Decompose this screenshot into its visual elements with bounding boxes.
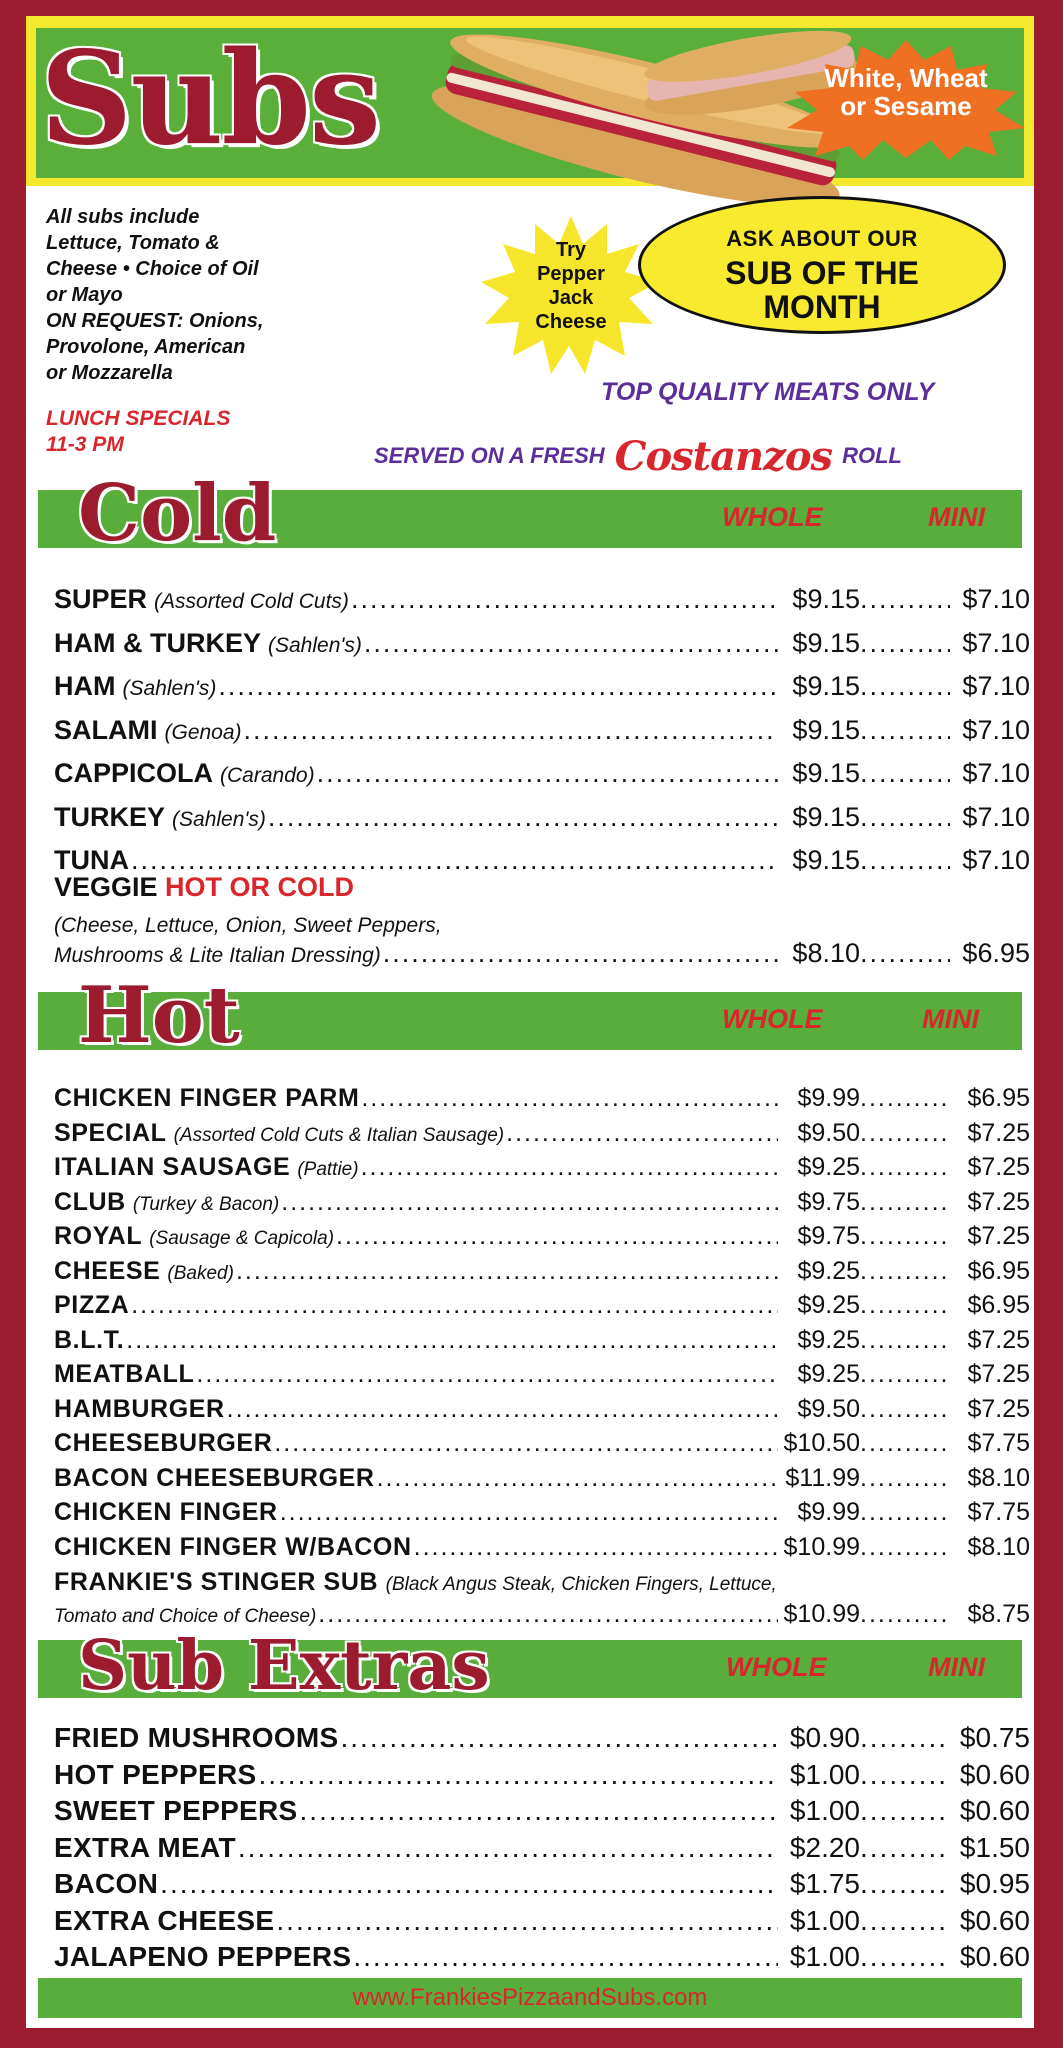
menu-item-row <box>54 1084 1030 1116</box>
hot-section-title: Hot <box>78 970 240 1061</box>
menu-item-row <box>54 938 1030 972</box>
item-name: EXTRA CHEESE <box>54 1904 275 1936</box>
leader-dots <box>236 1257 778 1286</box>
extras-section-title: Sub Extras <box>78 1626 490 1706</box>
whole-price: $9.99 <box>797 1084 860 1112</box>
leader-dots <box>860 1533 950 1562</box>
leader-dots <box>860 1759 950 1791</box>
cold-section-title: Cold <box>78 468 277 559</box>
item-name: CHICKEN FINGER <box>54 1498 278 1526</box>
leader-dots <box>131 1291 778 1320</box>
leader-dots <box>860 1153 950 1182</box>
menu-item-row <box>54 1153 1030 1185</box>
mini-price: $6.95 <box>962 938 1030 968</box>
whole-price: $9.50 <box>797 1394 860 1423</box>
whole-price: $9.75 <box>797 1187 860 1216</box>
mini-price: $1.50 <box>959 1831 1030 1863</box>
stinger-description: (Black Angus Steak, Chicken Fingers, Lettuce, <box>385 1574 777 1595</box>
sub-of-month-line: SUB OF THE <box>725 255 919 291</box>
menu-item-row <box>54 1905 1030 1941</box>
menu-item-row <box>54 1722 1030 1758</box>
mini-price: $8.10 <box>967 1532 1030 1561</box>
mini-price: $7.10 <box>962 714 1030 745</box>
costanzos-logo: Costanzos <box>614 432 833 480</box>
whole-price: $9.25 <box>797 1291 860 1319</box>
whole-price: $1.00 <box>789 1941 860 1972</box>
menu-item-row <box>54 1360 1030 1392</box>
menu-item-row <box>54 1395 1030 1427</box>
menu-item-row <box>54 1188 1030 1220</box>
served-suffix: ROLL <box>842 443 902 468</box>
mini-price: $7.10 <box>962 671 1030 701</box>
pepper-jack-callout <box>526 238 616 334</box>
leader-dots <box>860 758 950 789</box>
item-name: SPECIAL <box>54 1118 167 1147</box>
leader-dots <box>860 584 950 615</box>
leader-dots <box>860 938 950 969</box>
leader-dots <box>860 1795 950 1827</box>
leader-dots <box>860 1360 950 1389</box>
item-name: HAMBURGER <box>54 1394 225 1423</box>
whole-price: $9.99 <box>797 1498 860 1526</box>
leader-dots <box>860 1291 950 1320</box>
mini-price: $7.10 <box>962 758 1030 788</box>
mini-price: $7.25 <box>967 1360 1030 1388</box>
whole-price: $1.00 <box>789 1795 860 1826</box>
hot-mini-header: MINI <box>922 1004 979 1034</box>
leader-dots <box>244 715 778 746</box>
leader-dots <box>506 1119 778 1148</box>
stinger-name: FRANKIE'S STINGER SUB <box>54 1568 379 1596</box>
whole-price: $10.50 <box>783 1429 860 1457</box>
leader-dots <box>860 845 950 876</box>
item-note: (Sausage & Capicola) <box>149 1228 335 1249</box>
item-name: SWEET PEPPERS <box>54 1795 298 1826</box>
mini-price: $7.10 <box>962 801 1030 832</box>
leader-dots <box>280 1498 778 1527</box>
sub-of-month-ask: ASK ABOUT OUR <box>726 226 918 251</box>
stinger-item-name <box>54 1568 777 1597</box>
lunch-specials <box>46 406 230 458</box>
leader-dots <box>351 584 778 615</box>
veggie-tag: HOT OR COLD <box>165 872 355 902</box>
item-name: FRIED MUSHROOMS <box>54 1722 339 1753</box>
mini-price: $6.95 <box>967 1084 1030 1112</box>
menu-sheet <box>26 16 1034 2028</box>
leader-dots <box>860 1222 950 1251</box>
leader-dots <box>318 1600 778 1629</box>
item-note: (Pattie) <box>297 1159 359 1180</box>
lunch-line: LUNCH SPECIALS <box>46 407 231 430</box>
menu-item-row <box>54 1832 1030 1868</box>
served-prefix: SERVED ON A FRESH <box>374 443 605 468</box>
mini-price: $7.10 <box>962 845 1030 875</box>
leader-dots <box>860 802 950 833</box>
whole-price: $8.10 <box>792 938 860 968</box>
item-name: ITALIAN SAUSAGE <box>54 1153 291 1181</box>
leader-dots <box>300 1795 778 1827</box>
bread-options <box>796 64 1016 120</box>
leader-dots <box>281 1188 778 1217</box>
mini-price: $0.60 <box>959 1795 1030 1826</box>
item-name: CHICKEN FINGER W/BACON <box>54 1532 412 1561</box>
includes-line: Lettuce, Tomato & <box>46 232 220 254</box>
menu-item-row <box>54 1941 1030 1977</box>
page-title: Subs <box>40 24 380 174</box>
mini-price: $7.10 <box>962 584 1030 614</box>
mini-price: $7.75 <box>967 1429 1030 1457</box>
pepper-jack-line: Cheese <box>535 311 607 333</box>
leader-dots <box>361 1153 778 1182</box>
menu-item-row <box>54 1795 1030 1831</box>
menu-item-row <box>54 802 1030 836</box>
leader-dots <box>860 671 950 702</box>
mini-price: $0.60 <box>959 1904 1030 1936</box>
mini-price: $8.75 <box>967 1600 1030 1628</box>
mini-price: $7.25 <box>967 1222 1030 1250</box>
leader-dots <box>274 1429 778 1458</box>
includes-line: ON REQUEST: Onions, <box>46 310 264 332</box>
menu-item-row <box>54 584 1030 618</box>
pepper-jack-line: Pepper <box>537 263 605 285</box>
mini-price: $6.95 <box>967 1256 1030 1285</box>
sub-includes-info <box>46 204 346 386</box>
item-note: (Carando) <box>220 764 315 787</box>
sub-of-month-line: MONTH <box>763 289 881 325</box>
whole-price: $9.25 <box>797 1256 860 1285</box>
whole-price: $1.75 <box>789 1868 860 1899</box>
item-name: CHICKEN FINGER PARM <box>54 1084 360 1112</box>
item-note: (Baked) <box>167 1262 234 1284</box>
whole-price: $2.20 <box>789 1831 860 1863</box>
leader-dots <box>860 1119 950 1148</box>
whole-price: $9.25 <box>797 1360 860 1388</box>
whole-price: $1.00 <box>789 1904 860 1936</box>
mini-price: $6.95 <box>967 1291 1030 1319</box>
mini-price: $8.10 <box>967 1463 1030 1492</box>
website-link[interactable]: www.FrankiesPizzaandSubs.com <box>352 1984 708 2011</box>
leader-dots <box>860 1600 950 1629</box>
whole-price: $9.75 <box>797 1222 860 1250</box>
leader-dots <box>860 1326 950 1355</box>
item-name: BACON CHEESEBURGER <box>54 1463 375 1492</box>
leader-dots <box>414 1533 778 1562</box>
sub-of-month-title <box>638 256 1006 324</box>
mini-price: $0.95 <box>959 1868 1030 1899</box>
item-name: TURKEY <box>54 801 166 832</box>
menu-item-row <box>54 1119 1030 1151</box>
item-note: (Turkey & Bacon) <box>132 1193 280 1215</box>
menu-item-row <box>54 1464 1030 1496</box>
leader-dots <box>860 1905 950 1937</box>
menu-item-row <box>54 1257 1030 1289</box>
includes-line: Cheese • Choice of Oil <box>46 258 259 280</box>
lunch-line: 11-3 PM <box>46 433 124 456</box>
menu-item-row <box>54 1429 1030 1461</box>
whole-price: $9.15 <box>792 758 860 788</box>
item-note: (Sahlen's) <box>268 633 362 657</box>
item-name: HOT PEPPERS <box>54 1758 257 1790</box>
menu-item-row <box>54 715 1030 749</box>
leader-dots <box>317 758 778 789</box>
leader-dots <box>860 628 950 659</box>
quality-tagline: TOP QUALITY MEATS ONLY <box>601 378 935 406</box>
bread-options-line: or Sesame <box>840 91 972 121</box>
item-note: (Genoa) <box>164 720 242 744</box>
whole-price: $0.90 <box>789 1722 860 1753</box>
includes-line: or Mayo <box>46 284 123 306</box>
leader-dots <box>860 1722 950 1754</box>
leader-dots <box>383 938 778 969</box>
mini-price: $7.25 <box>967 1394 1030 1423</box>
item-note: (Assorted Cold Cuts & Italian Sausage) <box>173 1124 505 1146</box>
item-name: SALAMI <box>54 714 158 745</box>
whole-price: $9.50 <box>797 1118 860 1147</box>
leader-dots <box>860 1498 950 1527</box>
leader-dots <box>860 1941 950 1973</box>
whole-price: $9.15 <box>792 671 860 701</box>
leader-dots <box>336 1222 778 1251</box>
menu-item-row <box>54 1868 1030 1904</box>
leader-dots <box>238 1832 778 1864</box>
mini-price: $0.60 <box>959 1941 1030 1972</box>
whole-price: $9.15 <box>792 845 860 875</box>
menu-item-row <box>54 1533 1030 1565</box>
pepper-jack-line: Try <box>555 239 587 261</box>
whole-price: $1.00 <box>789 1758 860 1790</box>
leader-dots <box>860 1188 950 1217</box>
cold-whole-header: WHOLE <box>722 502 823 532</box>
whole-price: $9.15 <box>792 801 860 832</box>
leader-dots <box>860 1868 950 1900</box>
leader-dots <box>341 1722 779 1754</box>
item-name: JALAPENO PEPPERS <box>54 1941 352 1972</box>
veggie-name: VEGGIE <box>54 872 158 902</box>
bread-options-line: White, Wheat <box>824 63 988 93</box>
item-name: HAM <box>54 671 116 701</box>
includes-line: Provolone, American <box>46 336 246 358</box>
item-name: ROYAL <box>54 1222 143 1250</box>
leader-dots <box>227 1395 778 1424</box>
mini-price: $7.25 <box>967 1153 1030 1181</box>
served-on-roll-tagline <box>374 432 902 480</box>
menu-item-row <box>54 1291 1030 1323</box>
includes-line: or Mozzarella <box>46 362 173 384</box>
stinger-description: Tomato and Choice of Cheese) <box>54 1606 317 1627</box>
leader-dots <box>377 1464 778 1493</box>
whole-price: $10.99 <box>783 1600 860 1628</box>
leader-dots <box>268 802 778 833</box>
item-name: SUPER <box>54 584 148 614</box>
hot-whole-header: WHOLE <box>722 1004 823 1034</box>
leader-dots <box>860 1257 950 1286</box>
leader-dots <box>218 671 778 702</box>
item-note: (Assorted Cold Cuts) <box>154 590 349 613</box>
menu-item-row <box>54 628 1030 662</box>
veggie-item-name <box>54 872 354 903</box>
whole-price: $9.15 <box>792 627 860 658</box>
item-name: CLUB <box>54 1187 126 1216</box>
mini-price: $7.75 <box>967 1498 1030 1526</box>
item-note: (Sahlen's) <box>122 677 217 700</box>
mini-price: $0.60 <box>959 1758 1030 1790</box>
menu-item-row <box>54 1759 1030 1795</box>
extras-whole-header: WHOLE <box>726 1652 827 1682</box>
mini-price: $7.25 <box>967 1187 1030 1216</box>
menu-item-row <box>54 758 1030 792</box>
whole-price: $10.99 <box>783 1532 860 1561</box>
item-name: TUNA <box>54 845 129 875</box>
mini-price: $7.25 <box>967 1118 1030 1147</box>
menu-item-row <box>54 1326 1030 1358</box>
mini-price: $0.75 <box>959 1722 1030 1753</box>
mini-price: $7.10 <box>962 627 1030 658</box>
menu-item-row <box>54 671 1030 705</box>
veggie-description: (Cheese, Lettuce, Onion, Sweet Peppers, <box>54 914 442 937</box>
item-note: (Sahlen's) <box>172 807 266 831</box>
item-name: HAM & TURKEY <box>54 627 261 658</box>
whole-price: $9.25 <box>797 1153 860 1181</box>
leader-dots <box>361 1084 778 1113</box>
leader-dots <box>353 1941 778 1973</box>
extras-mini-header: MINI <box>928 1652 985 1682</box>
item-name: CHEESEBURGER <box>54 1429 273 1457</box>
item-name: CAPPICOLA <box>54 758 214 788</box>
whole-price: $11.99 <box>785 1463 860 1492</box>
includes-line: All subs include <box>46 206 200 228</box>
leader-dots <box>860 715 950 746</box>
mini-price: $7.25 <box>967 1325 1030 1354</box>
leader-dots <box>860 1395 950 1424</box>
leader-dots <box>160 1868 778 1900</box>
cold-mini-header: MINI <box>928 502 985 532</box>
leader-dots <box>196 1360 778 1389</box>
leader-dots <box>258 1759 778 1791</box>
item-name: BACON <box>54 1868 159 1899</box>
leader-dots <box>364 628 778 659</box>
leader-dots <box>126 1326 778 1355</box>
veggie-description: Mushrooms & Lite Italian Dressing) <box>54 944 381 967</box>
item-name: CHEESE <box>54 1256 161 1285</box>
pepper-jack-line: Jack <box>548 287 594 309</box>
whole-price: $9.25 <box>797 1325 860 1354</box>
leader-dots <box>860 1464 950 1493</box>
item-name: EXTRA MEAT <box>54 1831 236 1863</box>
item-name: MEATBALL <box>54 1360 195 1388</box>
leader-dots <box>860 1429 950 1458</box>
leader-dots <box>860 1832 950 1864</box>
menu-item-row <box>54 1498 1030 1530</box>
whole-price: $9.15 <box>792 584 860 614</box>
item-name: B.L.T. <box>54 1325 125 1354</box>
whole-price: $9.15 <box>792 714 860 745</box>
item-name: PIZZA <box>54 1291 130 1319</box>
leader-dots <box>860 1084 950 1113</box>
menu-item-row <box>54 1222 1030 1254</box>
leader-dots <box>276 1905 778 1937</box>
